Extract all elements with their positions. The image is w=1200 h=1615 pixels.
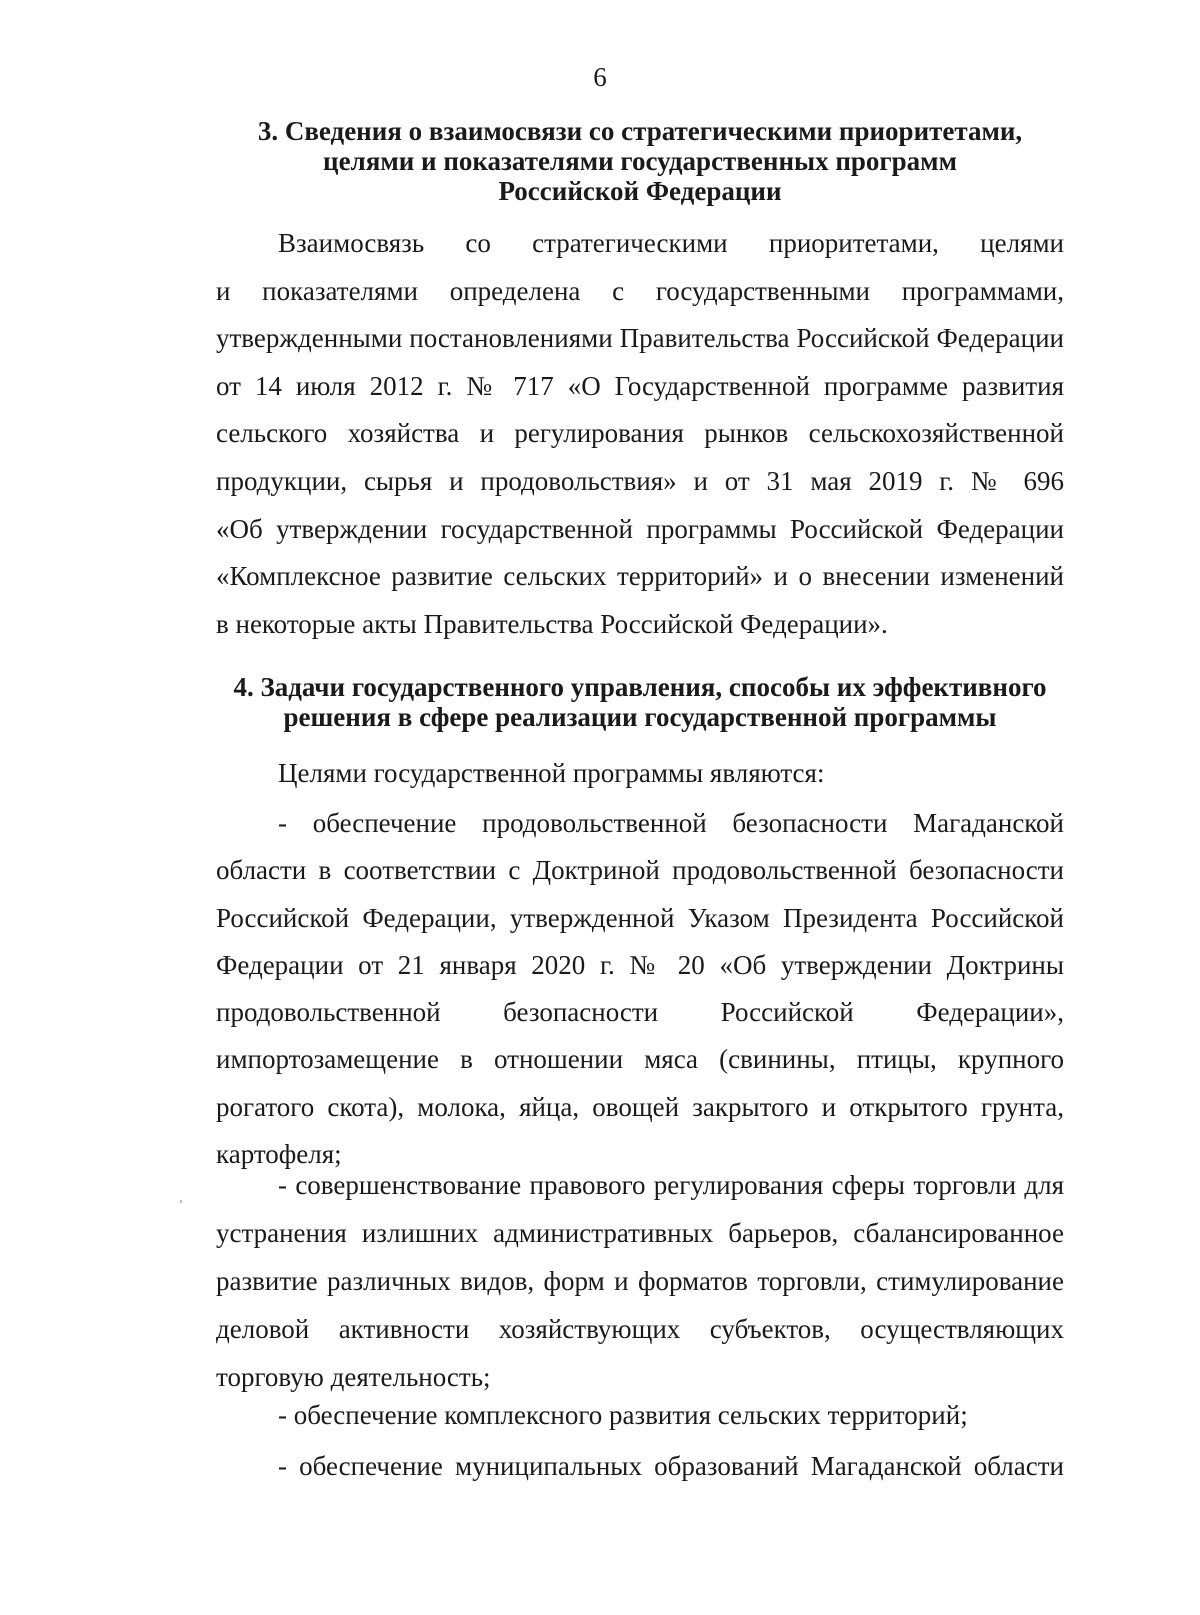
- page-number: 6: [593, 62, 607, 92]
- paragraph-line: и показателями определена с государственными программами,: [216, 275, 1064, 306]
- paragraph-line: Федерации от 21 января 2020 г. № 20 «Об утверждении Доктрины: [216, 949, 1064, 980]
- heading-line: целями и показателями государственных программ: [323, 146, 957, 176]
- goal-item-municipalities: [216, 1451, 1064, 1481]
- goal-item-rural-development: [216, 1400, 1064, 1430]
- section-3-heading: [200, 116, 1080, 206]
- paragraph-line: Целями государственной программы являются:: [278, 758, 825, 788]
- paragraph-line: в некоторые акты Правительства Российской Федерации».: [216, 608, 888, 639]
- goal-item-trade-regulation: [216, 1170, 1064, 1410]
- paragraph-line: рогатого скота), молока, яйца, овощей закрытого и открытого грунта,: [216, 1091, 1064, 1122]
- paragraph-line: утвержденными постановлениями Правительства Российской Федерации: [216, 323, 1064, 354]
- paragraph-line: - совершенствование правового регулирования сферы торговли для: [278, 1170, 1064, 1200]
- paragraph-line: деловой активности хозяйствующих субъектов, осуществляющих: [216, 1314, 1064, 1344]
- paragraph-line: от 14 июля 2012 г. № 717 «О Государственной программе развития: [216, 370, 1064, 401]
- paragraph-line: торговую деятельность;: [216, 1362, 491, 1392]
- paragraph-line: «Об утверждении государственной программы Российской Федерации: [216, 513, 1064, 544]
- paragraph-line: устранения излишних административных барьеров, сбалансированное: [216, 1218, 1064, 1248]
- goals-intro: [216, 758, 1064, 788]
- paragraph-line: продукции, сырья и продовольствия» и от 31 мая 2019 г. № 696: [216, 465, 1064, 496]
- heading-line: 3. Сведения о взаимосвязи со стратегическими приоритетами,: [257, 116, 1023, 146]
- section-3-paragraph: [216, 228, 1064, 656]
- paragraph-line: развитие различных видов, форм и форматов торговли, стимулирование: [216, 1266, 1064, 1296]
- paragraph-line: Взаимосвязь со стратегическими приоритетами, целями: [278, 228, 1064, 258]
- paragraph-line: продовольственной безопасности Российской Федерации»,: [216, 997, 1064, 1028]
- heading-line: 4. Задачи государственного управления, способы их эффективного: [233, 672, 1047, 702]
- heading-line: решения в сфере реализации государственной программы: [283, 702, 997, 732]
- paragraph-line: сельского хозяйства и регулирования рынков сельскохозяйственной: [216, 418, 1064, 449]
- paragraph-line: области в соответствии с Доктриной продовольственной безопасности: [216, 855, 1064, 886]
- heading-line: Российской Федерации: [498, 176, 782, 206]
- paragraph-line: - обеспечение муниципальных образований Магаданской области: [278, 1451, 1064, 1481]
- paragraph-line: «Комплексное развитие сельских территорий» и о внесении изменений: [216, 561, 1064, 592]
- paragraph-line: картофеля;: [216, 1139, 342, 1170]
- section-4-heading: [200, 672, 1080, 732]
- paragraph-line: Российской Федерации, утвержденной Указом Президента Российской: [216, 902, 1064, 933]
- goal-item-food-security: [216, 808, 1064, 1186]
- paragraph-line: импортозамещение в отношении мяса (свинины, птицы, крупного: [216, 1044, 1064, 1075]
- paragraph-line: - обеспечение комплексного развития сельских территорий;: [278, 1400, 968, 1430]
- scan-mark: [180, 1200, 182, 1203]
- paragraph-line: - обеспечение продовольственной безопасности Магаданской: [278, 808, 1064, 838]
